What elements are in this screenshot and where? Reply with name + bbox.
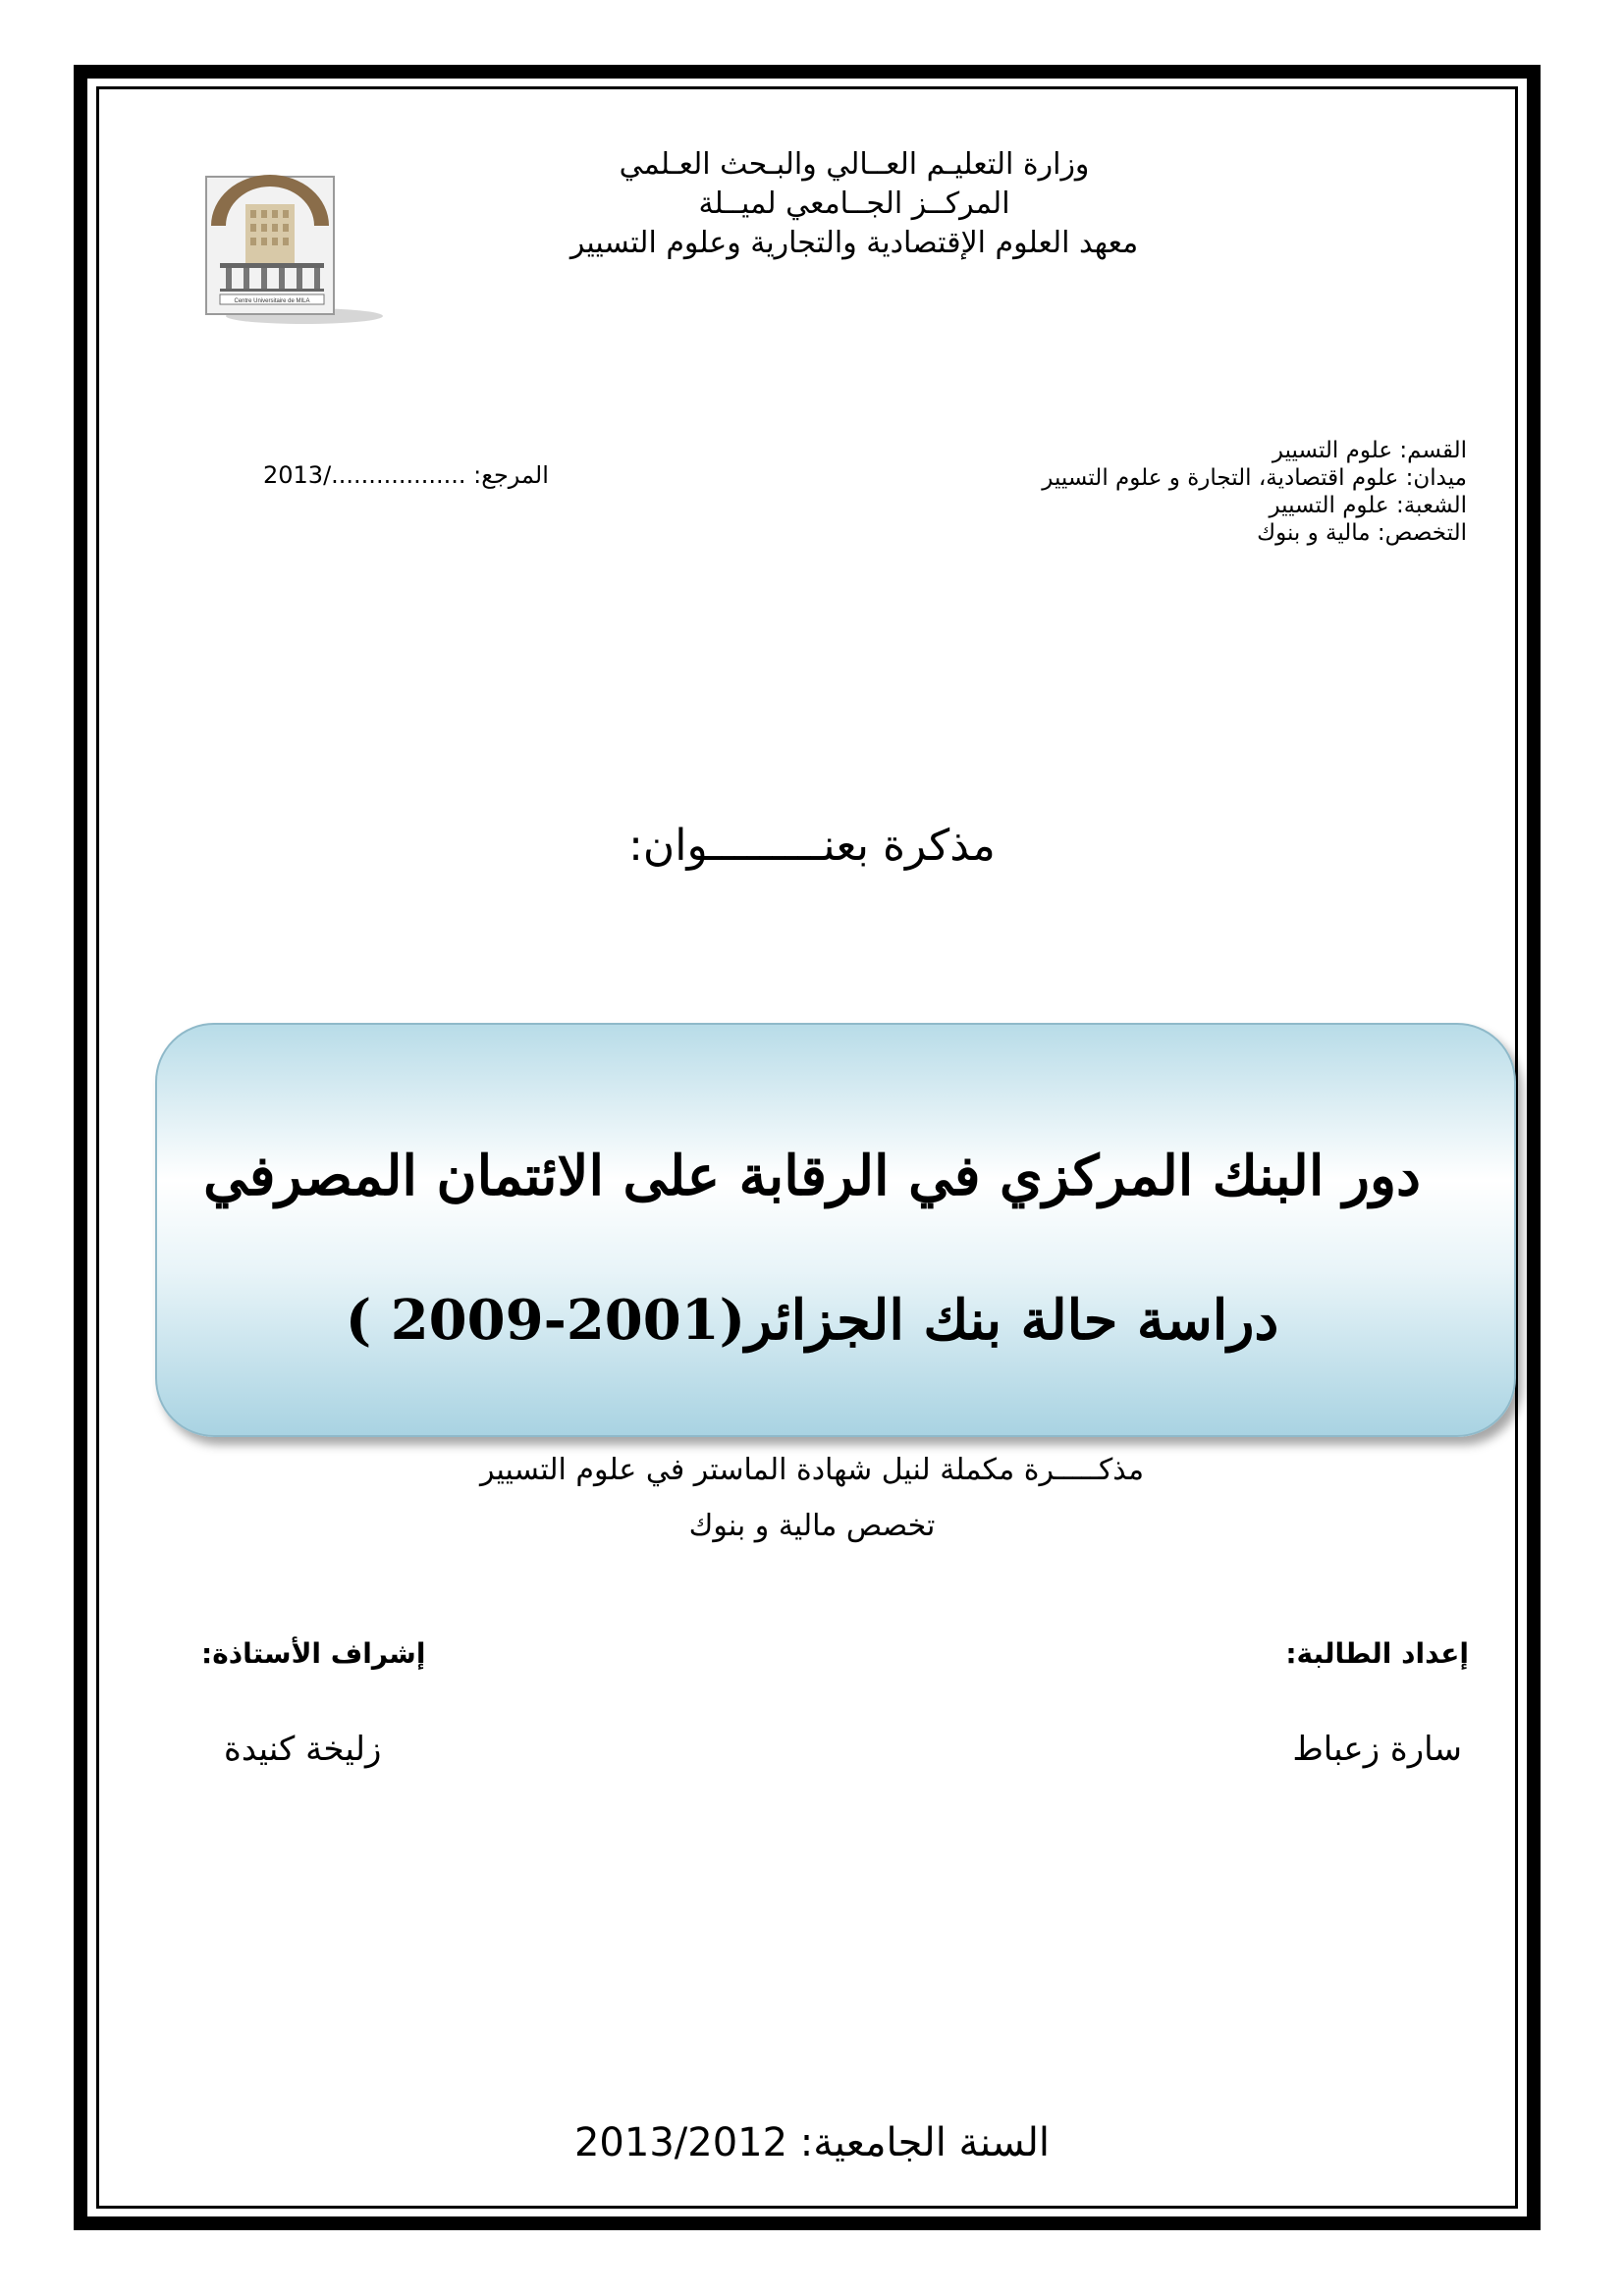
supervisor-name: زليخة كنيدة [224, 1730, 382, 1769]
degree-line: مذكـــــرة مكملة لنيل شهادة الماستر في علوم التسيير [479, 1453, 1145, 1487]
memo-label: مذكرة بعنـــــــــوان: [628, 821, 996, 871]
department-line: القسم: علوم التسيير [1272, 438, 1467, 463]
academic-year: السنة الجامعية: 2013/2012 [573, 2120, 1051, 2165]
university-line: المركــز الجــامعي لميــلة [698, 187, 1010, 221]
student-label: إعداد الطالبة: [1285, 1637, 1469, 1670]
university-logo [196, 157, 383, 329]
institute-line: معهد العلوم الإقتصادية والتجارية وعلوم التسيير [569, 226, 1139, 260]
title-box [155, 1023, 1516, 1437]
institution-header [550, 145, 1159, 263]
student-name: سارة زعباط [1292, 1730, 1462, 1769]
specialty-line: التخصص: مالية و بنوك [1257, 520, 1467, 546]
supervisor-label: إشراف الأستاذة: [201, 1637, 426, 1670]
ministry-line: وزارة التعليـم العــالي والبـحث العـلمي [619, 147, 1090, 182]
program-info [1042, 437, 1467, 547]
reference-number: المرجع: ................../2013 [263, 461, 549, 489]
specialization-line: تخصص مالية و بنوك [688, 1509, 936, 1543]
thesis-subtitle: دراسة حالة بنك الجزائر(2001-2009 ) [345, 1288, 1279, 1353]
branch-line: الشعبة: علوم التسيير [1269, 493, 1467, 518]
field-line: ميدان: علوم اقتصادية، التجارة و علوم التسيير [1042, 465, 1467, 491]
thesis-title: دور البنك المركزي في الرقابة على الائتمان المصرفي [203, 1144, 1421, 1208]
university-building-logo-icon [196, 157, 383, 329]
logo-caption: Centre Universitaire de MILA [234, 298, 310, 304]
